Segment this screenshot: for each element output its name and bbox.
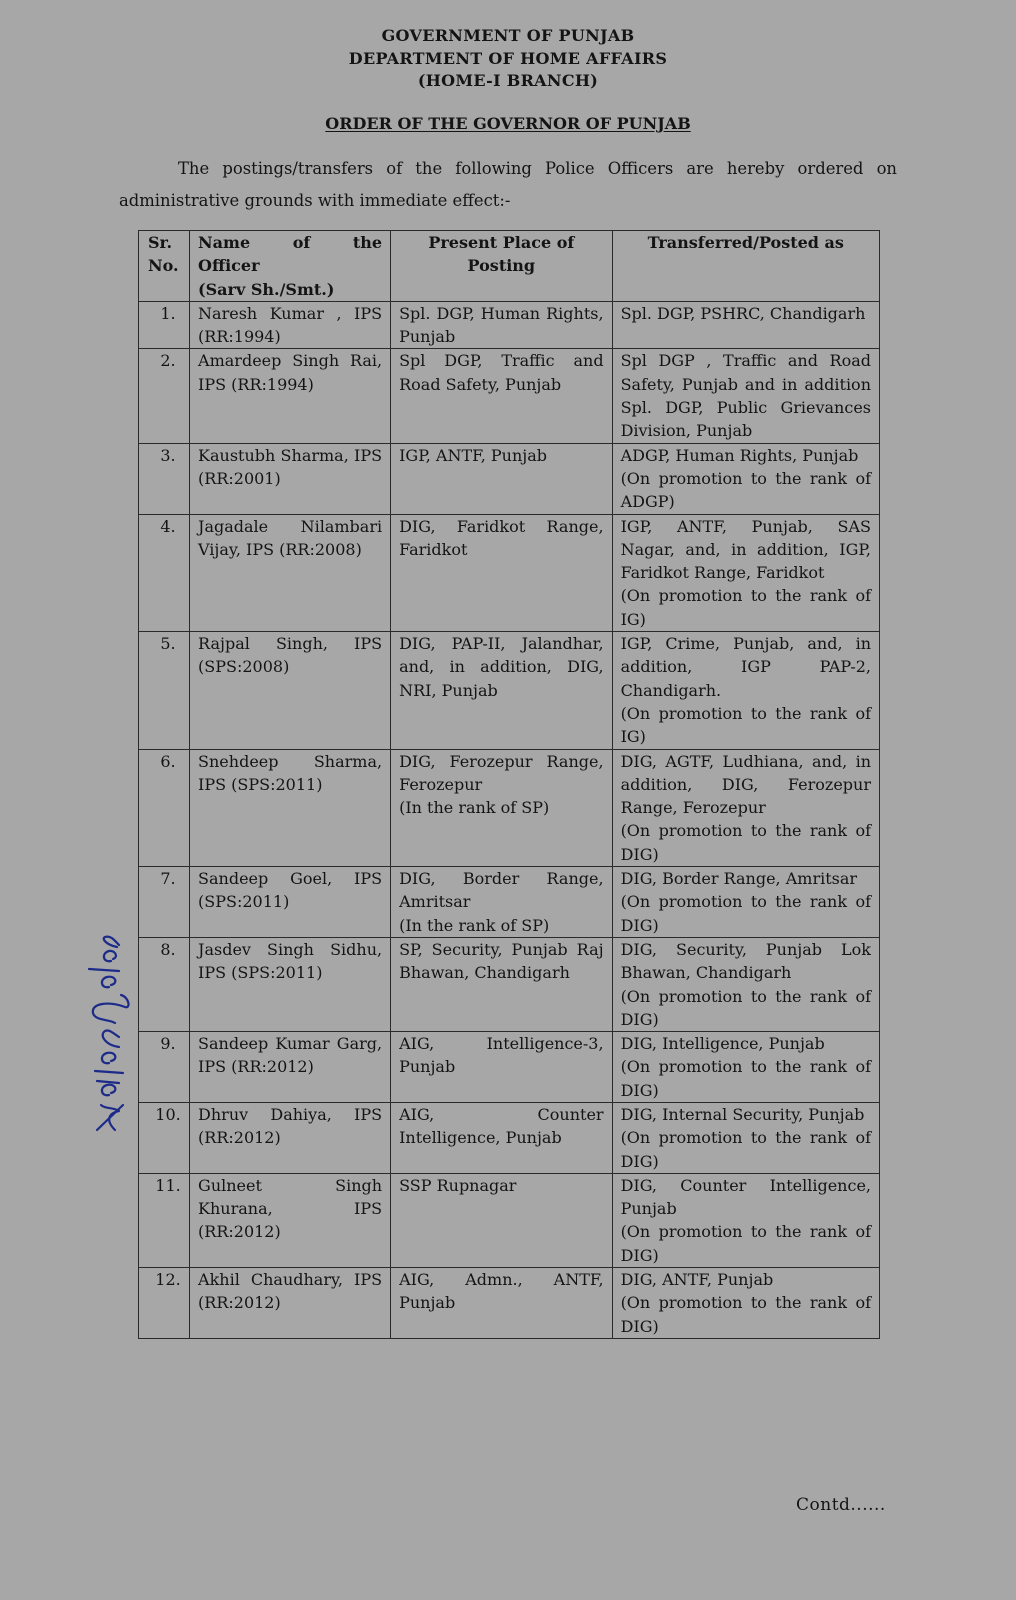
cell-sr: 1. bbox=[139, 301, 190, 349]
col-name-header-line3: (Sarv Sh./Smt.) bbox=[198, 279, 335, 299]
officer-name-text: Sandeep Kumar Garg, IPS (RR:2012) bbox=[198, 1034, 383, 1077]
officer-name-text: Naresh Kumar , IPS (RR:1994) bbox=[198, 303, 383, 347]
present-posting-text: AIG, Counter Intelligence, Punjab bbox=[399, 1104, 604, 1148]
posted-as-text: IGP, Crime, Punjab, and, in addition, IGP PAP-2, Chandigarh. bbox=[620, 634, 871, 700]
posted-as-text: ADGP, Human Rights, Punjab bbox=[620, 445, 859, 465]
cell-sr: 10. bbox=[139, 1102, 190, 1173]
cell-present-posting bbox=[391, 632, 612, 749]
posted-as-text: Spl DGP , Traffic and Road Safety, Punjab and in addition Spl. DGP, Public Grievances Division, Punjab bbox=[620, 351, 871, 441]
cell-transferred-posted bbox=[612, 749, 879, 866]
posted-as-text: IGP, ANTF, Punjab, SAS Nagar, and, in addition, IGP, Faridkot Range, Faridkot bbox=[620, 516, 871, 583]
promotion-note: (On promotion to the rank of DIG) bbox=[620, 1222, 871, 1265]
cell-present-posting bbox=[391, 937, 612, 1031]
officer-name-text: Dhruv Dahiya, IPS (RR:2012) bbox=[198, 1104, 383, 1148]
officer-name-text: Gulneet Singh Khurana, IPS (RR:2012) bbox=[198, 1175, 383, 1242]
cell-transferred-posted bbox=[612, 514, 879, 631]
officer-name-text: Kaustubh Sharma, IPS (RR:2001) bbox=[198, 445, 383, 488]
promotion-note: (On promotion to the rank of DIG) bbox=[620, 1128, 871, 1171]
cell-transferred-posted bbox=[612, 1032, 879, 1103]
signature-image bbox=[75, 935, 145, 1135]
cell-present-posting bbox=[391, 749, 612, 866]
intro-paragraph: The postings/transfers of the following Police Officers are hereby ordered on administrative grounds with immediate effect:- bbox=[119, 159, 897, 210]
cell-sr: 5. bbox=[139, 632, 190, 749]
cell-sr: 8. bbox=[139, 937, 190, 1031]
cell-present-posting bbox=[391, 867, 612, 938]
table-row bbox=[139, 632, 880, 749]
cell-present-posting bbox=[391, 443, 612, 514]
present-posting-text: AIG, Admn., ANTF, Punjab bbox=[399, 1270, 604, 1313]
promotion-note: (On promotion to the rank of IG) bbox=[620, 703, 871, 747]
officer-name-text: Sandeep Goel, IPS (SPS:2011) bbox=[198, 869, 383, 912]
present-posting-text: DIG, Ferozepur Range, Ferozepur bbox=[399, 751, 604, 794]
present-posting-text: Spl. DGP, Human Rights, Punjab bbox=[399, 303, 604, 347]
promotion-note: (On promotion to the rank of DIG) bbox=[620, 1293, 871, 1336]
table-row bbox=[139, 301, 880, 349]
cell-present-posting bbox=[391, 1032, 612, 1103]
present-posting-text: Spl DGP, Traffic and Road Safety, Punjab bbox=[399, 351, 604, 394]
postings-table bbox=[138, 230, 880, 1339]
cell-officer-name bbox=[190, 301, 391, 349]
promotion-note: (On promotion to the rank of ADGP) bbox=[620, 468, 871, 512]
promotion-note: (On promotion to the rank of DIG) bbox=[620, 821, 871, 864]
cell-sr: 4. bbox=[139, 514, 190, 631]
cell-officer-name bbox=[190, 349, 391, 443]
posted-as-text: DIG, Intelligence, Punjab bbox=[620, 1034, 825, 1054]
table-row bbox=[139, 1268, 880, 1339]
cell-present-posting bbox=[391, 301, 612, 349]
cell-sr: 11. bbox=[139, 1173, 190, 1267]
present-posting-text: DIG, PAP-II, Jalandhar, and, in addition, DIG, NRI, Punjab bbox=[399, 634, 604, 700]
header-department: DEPARTMENT OF HOME AFFAIRS bbox=[348, 49, 668, 68]
table-row bbox=[139, 1173, 880, 1267]
cell-transferred-posted bbox=[612, 1102, 879, 1173]
cell-sr: 3. bbox=[139, 443, 190, 514]
col-transfer-header: Transferred/Posted as bbox=[612, 231, 879, 302]
col-name-header-line2: Officer bbox=[198, 256, 260, 276]
table-row bbox=[139, 749, 880, 866]
cell-transferred-posted bbox=[612, 1268, 879, 1339]
promotion-note: (On promotion to the rank of DIG) bbox=[620, 892, 871, 935]
officer-name-text: Akhil Chaudhary, IPS (RR:2012) bbox=[198, 1270, 383, 1313]
table-header-row bbox=[139, 231, 880, 302]
cell-officer-name bbox=[190, 1102, 391, 1173]
present-posting-text: DIG, Border Range, Amritsar bbox=[399, 869, 604, 912]
col-name-header bbox=[190, 231, 391, 302]
officer-name-text: Amardeep Singh Rai, IPS (RR:1994) bbox=[198, 351, 383, 394]
cell-officer-name bbox=[190, 937, 391, 1031]
order-title bbox=[0, 114, 1016, 133]
cell-officer-name bbox=[190, 1032, 391, 1103]
promotion-note: (On promotion to the rank of DIG) bbox=[620, 1057, 871, 1100]
present-posting-text: AIG, Intelligence-3, Punjab bbox=[399, 1034, 604, 1077]
col-name-header-line1: Name of the bbox=[198, 233, 383, 252]
cell-officer-name bbox=[190, 1268, 391, 1339]
posted-as-text: Spl. DGP, PSHRC, Chandigarh bbox=[620, 303, 866, 323]
officer-name-text: Jasdev Singh Sidhu, IPS (SPS:2011) bbox=[198, 939, 383, 983]
cell-sr: 7. bbox=[139, 867, 190, 938]
cell-officer-name bbox=[190, 632, 391, 749]
cell-sr: 2. bbox=[139, 349, 190, 443]
officer-name-text: Jagadale Nilambari Vijay, IPS (RR:2008) bbox=[198, 516, 383, 559]
cell-sr: 6. bbox=[139, 749, 190, 866]
cell-present-posting bbox=[391, 1102, 612, 1173]
table-row bbox=[139, 867, 880, 938]
cell-officer-name bbox=[190, 749, 391, 866]
cell-present-posting bbox=[391, 349, 612, 443]
posted-as-text: DIG, Internal Security, Punjab bbox=[620, 1104, 865, 1124]
col-sr-header: Sr. No. bbox=[139, 231, 190, 302]
table-row bbox=[139, 1102, 880, 1173]
promotion-note: (On promotion to the rank of DIG) bbox=[620, 986, 871, 1029]
col-present-header: Present Place of Posting bbox=[391, 231, 612, 302]
cell-sr: 9. bbox=[139, 1032, 190, 1103]
table-row bbox=[139, 937, 880, 1031]
table-row bbox=[139, 514, 880, 631]
present-posting-text: SSP Rupnagar bbox=[399, 1175, 517, 1195]
officer-name-text: Rajpal Singh, IPS (SPS:2008) bbox=[198, 634, 383, 677]
posted-as-text: DIG, Security, Punjab Lok Bhawan, Chandigarh bbox=[620, 939, 871, 983]
posted-as-text: DIG, AGTF, Ludhiana, and, in addition, DIG, Ferozepur Range, Ferozepur bbox=[620, 751, 871, 818]
header-government: GOVERNMENT OF PUNJAB bbox=[381, 26, 635, 45]
cell-transferred-posted bbox=[612, 937, 879, 1031]
present-posting-note: (In the rank of SP) bbox=[399, 798, 550, 818]
posted-as-text: DIG, ANTF, Punjab bbox=[620, 1270, 774, 1290]
posted-as-text: DIG, Border Range, Amritsar bbox=[620, 869, 858, 889]
present-posting-text: IGP, ANTF, Punjab bbox=[399, 445, 548, 465]
cell-officer-name bbox=[190, 867, 391, 938]
cell-present-posting bbox=[391, 514, 612, 631]
continued-label: Contd...... bbox=[796, 1495, 886, 1515]
cell-transferred-posted bbox=[612, 443, 879, 514]
posted-as-text: DIG, Counter Intelligence, Punjab bbox=[620, 1175, 871, 1219]
cell-present-posting bbox=[391, 1268, 612, 1339]
cell-sr: 12. bbox=[139, 1268, 190, 1339]
cell-transferred-posted bbox=[612, 301, 879, 349]
table-row bbox=[139, 1032, 880, 1103]
cell-officer-name bbox=[190, 514, 391, 631]
present-posting-text: SP, Security, Punjab Raj Bhawan, Chandigarh bbox=[399, 939, 604, 983]
present-posting-note: (In the rank of SP) bbox=[399, 915, 550, 935]
table-row bbox=[139, 443, 880, 514]
cell-officer-name bbox=[190, 1173, 391, 1267]
header-branch: (HOME-I BRANCH) bbox=[417, 71, 599, 90]
promotion-note: (On promotion to the rank of IG) bbox=[620, 586, 871, 629]
order-title-text: ORDER OF THE GOVERNOR OF PUNJAB bbox=[325, 114, 691, 133]
cell-transferred-posted bbox=[612, 1173, 879, 1267]
cell-transferred-posted bbox=[612, 867, 879, 938]
cell-transferred-posted bbox=[612, 632, 879, 749]
present-posting-text: DIG, Faridkot Range, Faridkot bbox=[399, 516, 604, 559]
cell-transferred-posted bbox=[612, 349, 879, 443]
cell-present-posting bbox=[391, 1173, 612, 1267]
officer-name-text: Snehdeep Sharma, IPS (SPS:2011) bbox=[198, 751, 383, 794]
cell-officer-name bbox=[190, 443, 391, 514]
table-body bbox=[139, 301, 880, 1338]
table-row bbox=[139, 349, 880, 443]
